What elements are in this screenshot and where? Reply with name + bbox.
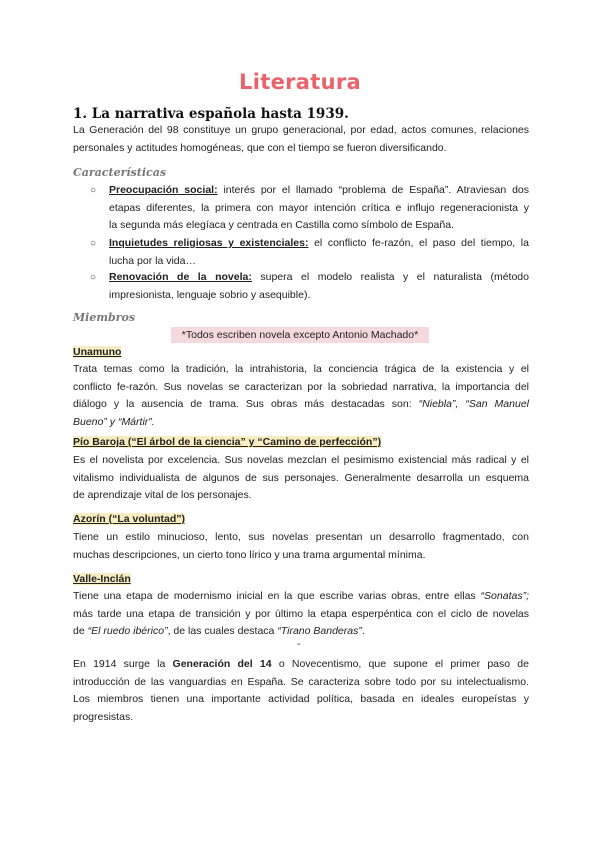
text-line: de aprendizaje vital de los personajes. <box>73 489 252 501</box>
text-line: , de las cuales destaca <box>167 625 278 637</box>
text-line: conflicto fe-razón. Sus novelas se caracterizan por la sobriedad narrativa, la importancia del <box>73 380 529 393</box>
text-line: vitalismo individualista de algunos de sus personajes. Generalmente desarrolla un esquema <box>73 471 529 484</box>
subheading-caracteristicas: Características <box>73 166 167 179</box>
works-title: “Tirano Banderas” <box>277 625 362 637</box>
bullet-label: Inquietudes religiosas y existenciales: <box>109 237 309 249</box>
text-line: progresistas. <box>73 710 134 723</box>
bullet-item <box>109 182 529 235</box>
bullet-text: interés por el llamado “problema de España”. Atraviesan dos <box>217 184 529 196</box>
author-name: Pío Baroja (“El árbol de la ciencia” y “Camino de perfección”) <box>73 436 382 448</box>
text-line: personales y actitudes homogéneas, que con el tiempo se fueron diversificando. <box>73 141 447 154</box>
text-line: muchas descripciones, un cierto tono lírico y una trama argumental mínima. <box>73 548 426 561</box>
gen14-paragraph <box>73 656 529 726</box>
bullet-marker-icon: ○ <box>90 185 97 196</box>
text-line: Tiene un estilo minucioso, lento, sus novelas presentan un desarrollo fragmentado, con <box>73 531 529 543</box>
bullet-marker-icon: ○ <box>90 272 97 283</box>
author-heading-azorin <box>73 513 185 525</box>
bullet-text: impresionista, lenguaje sobrio y asequible). <box>109 288 311 301</box>
text-line: diálogo y la ausencia de trama. Sus obras más destacadas son: <box>73 398 419 410</box>
separator-dash: - <box>297 638 301 650</box>
text-line: introducción de las vanguardias en España. Se caracteriza sobre todo por su intelectualismo. <box>73 675 529 688</box>
author-name: Valle-Inclán <box>73 573 131 585</box>
valle-paragraph <box>73 588 529 641</box>
author-heading-baroja <box>73 436 381 448</box>
text-line: . <box>361 625 365 637</box>
bullet-item <box>109 235 529 270</box>
bullet-label: Renovación de la novela: <box>109 271 252 283</box>
works-title: Bueno” y “Mártir”. <box>73 415 155 428</box>
author-name: Unamuno <box>73 346 122 358</box>
subheading-miembros: Miembros <box>73 311 136 324</box>
highlighted-note: *Todos escriben novela excepto Antonio Machado* <box>171 327 429 343</box>
text-line: En 1914 surge la <box>73 658 173 670</box>
author-heading-unamuno <box>73 346 121 358</box>
text-line: Tiene una etapa de modernismo inicial en la que escribe varias obras, entre ellas <box>73 590 481 602</box>
azorin-paragraph <box>73 529 529 564</box>
intro-paragraph <box>73 122 529 157</box>
unamuno-paragraph <box>73 361 529 431</box>
text-line: Trata temas como la tradición, la intrahistoria, la conciencia trágica de la existencia y el <box>73 363 529 375</box>
bullet-text: etapas diferentes, la primera con mayor intención crítica e influjo regeneracionista y <box>109 201 529 214</box>
text-line: o Novecentismo, que supone el primer paso de <box>271 658 529 670</box>
author-name: Azorín (“La voluntad”) <box>73 513 185 525</box>
bold-term: Generación del 14 <box>172 658 272 670</box>
bullet-label: Preocupación social: <box>109 184 218 196</box>
text-line: La Generación del 98 constituye un grupo generacional, por edad, actos comunes, relaciones <box>73 124 529 136</box>
bullet-text: el conflicto fe-razón, el paso del tiempo, la <box>308 237 529 249</box>
works-title: “Niebla”, “San Manuel <box>418 398 529 410</box>
page-title: Literatura <box>239 70 361 94</box>
author-heading-valle <box>73 573 131 585</box>
section-heading: 1. La narrativa española hasta 1939. <box>73 106 349 122</box>
bullet-text: lucha por la vida… <box>109 254 196 267</box>
bullet-text: la segunda más elegíaca y centrada en Castilla como símbolo de España. <box>109 219 454 231</box>
bullet-item <box>109 269 529 304</box>
text-line: Los miembros tienen una importante actividad política, basada en ideales europeístas y <box>73 693 529 705</box>
bullet-marker-icon: ○ <box>90 238 97 249</box>
bullet-text: supera el modelo realista y el naturalista (método <box>251 271 529 283</box>
text-line: Es el novelista por excelencia. Sus novelas mezclan el pesimismo existencial más radical y el <box>73 454 529 466</box>
works-title: “El ruedo ibérico” <box>87 625 168 637</box>
works-title: “Sonatas”; <box>480 590 529 602</box>
text-line: más tarde una etapa de transición y por último la etapa esperpéntica con el ciclo de novelas <box>73 607 529 620</box>
text-line: de <box>73 625 88 637</box>
baroja-paragraph <box>73 452 529 505</box>
